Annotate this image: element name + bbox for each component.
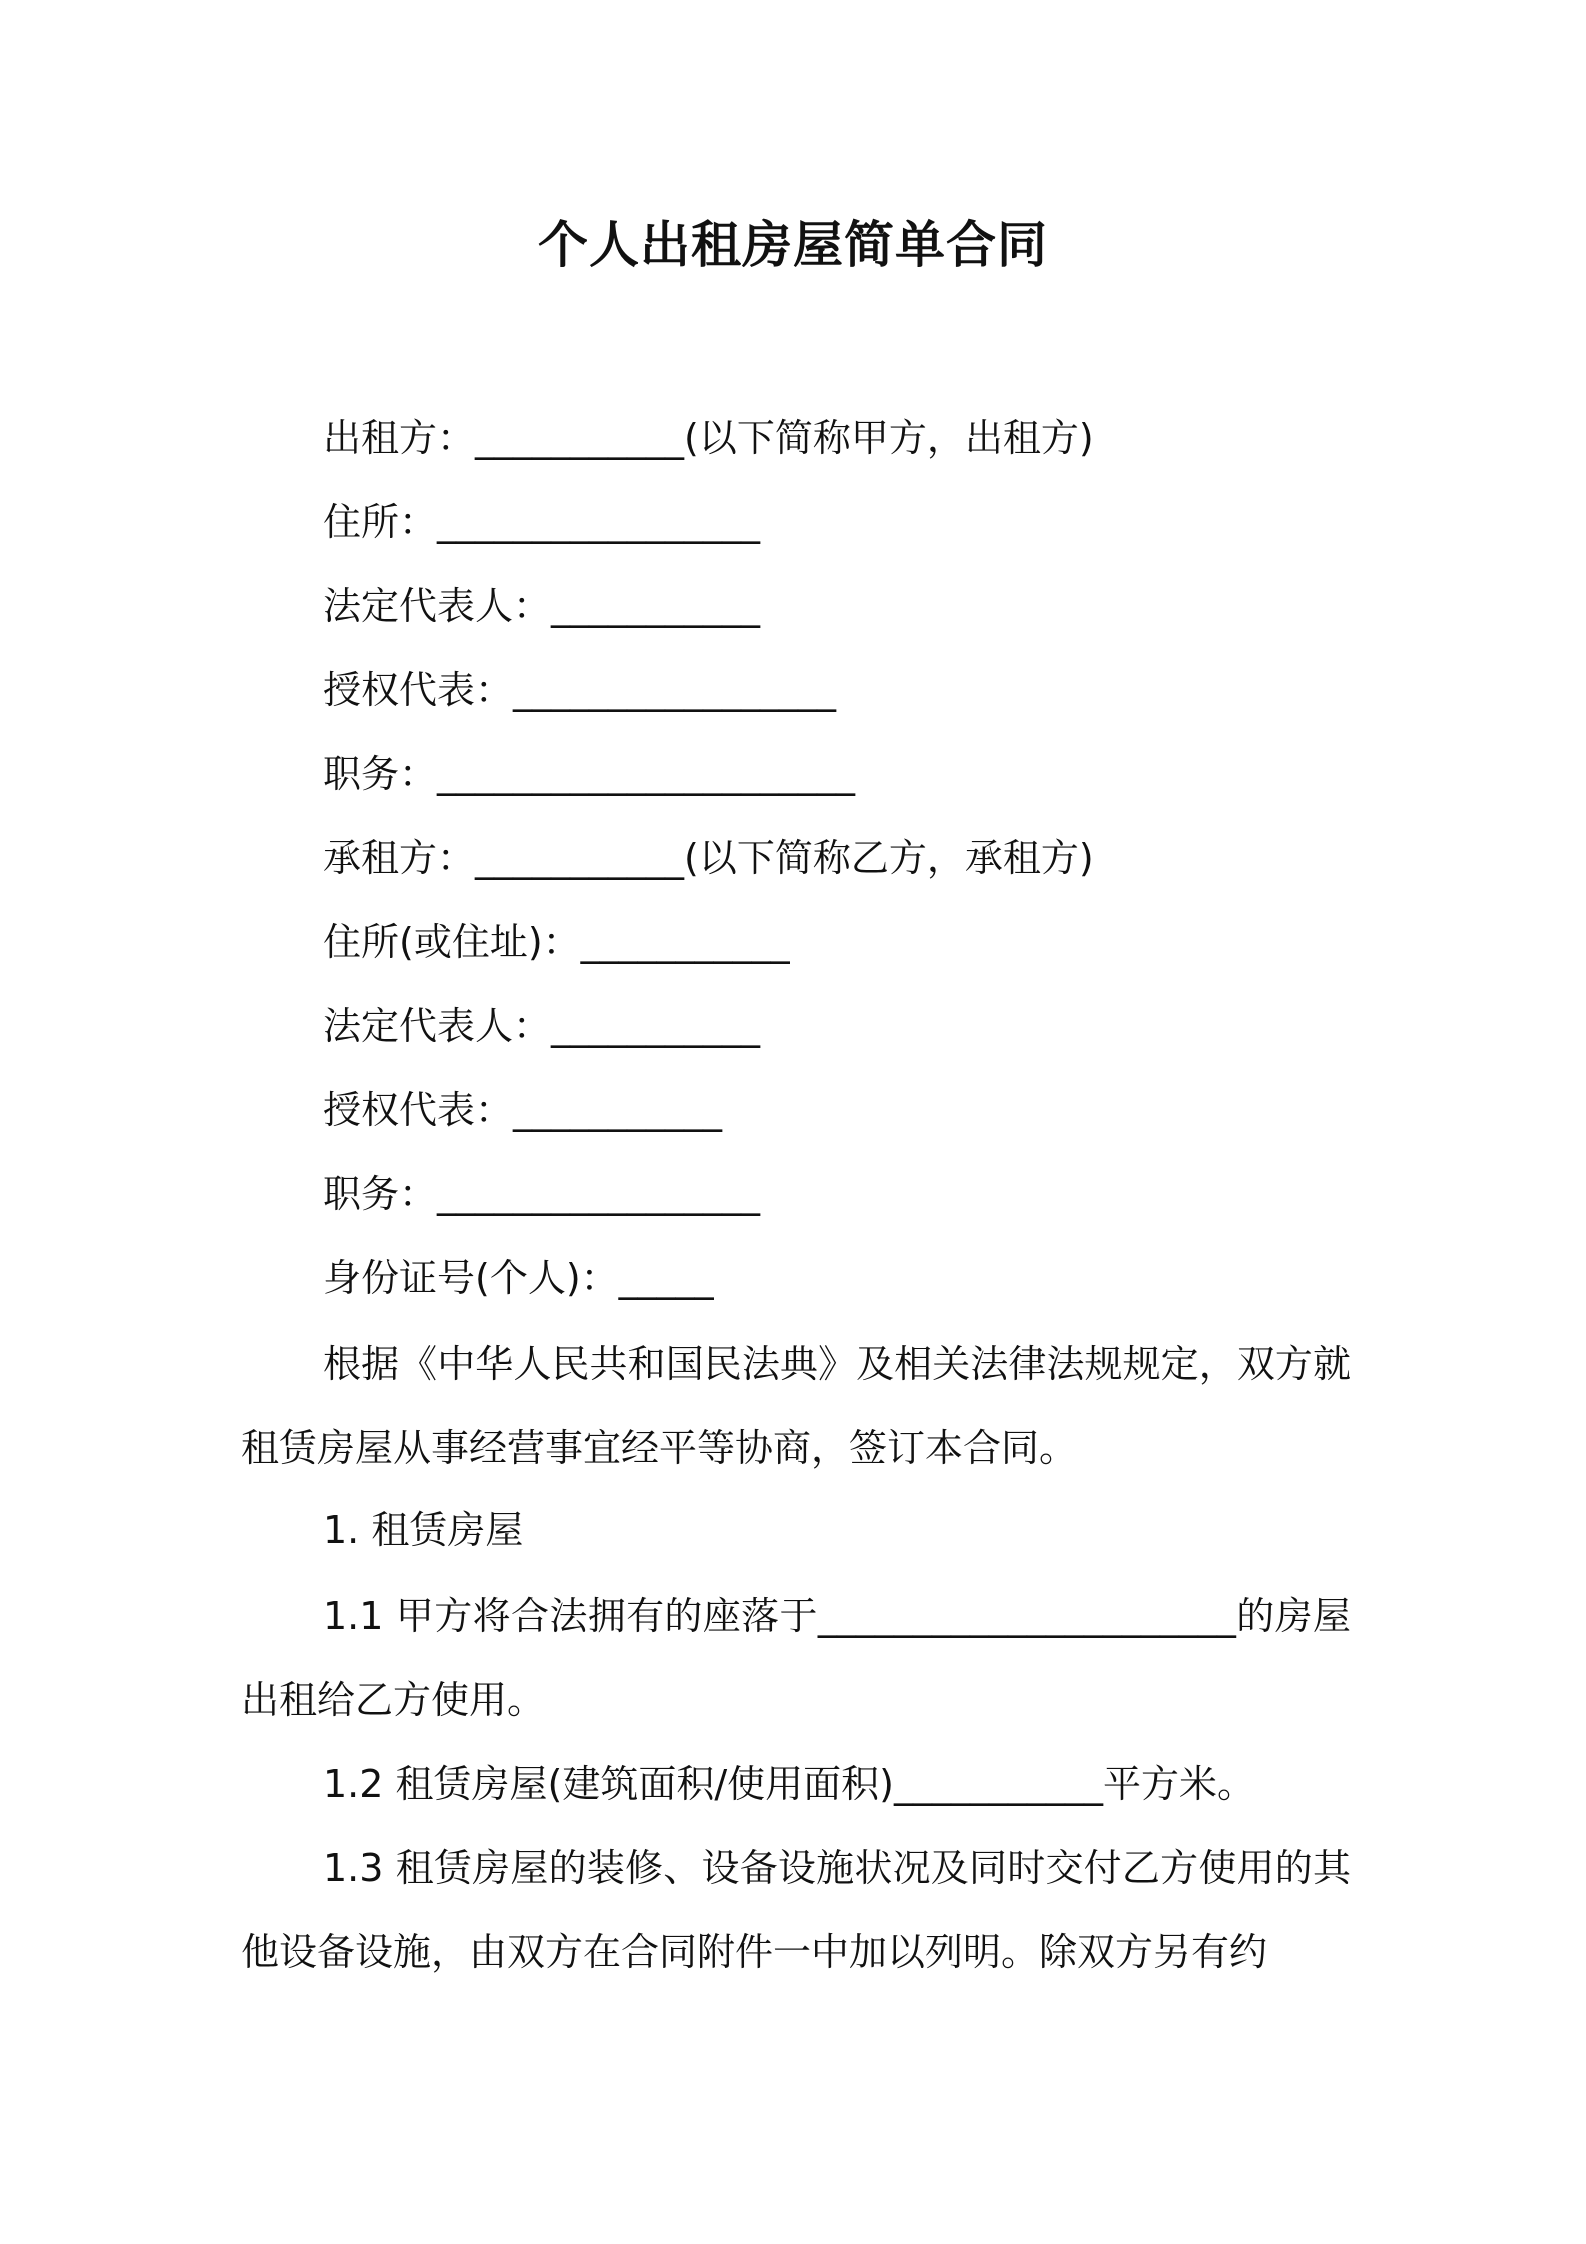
lessee-authorized-rep-field: 授权代表：___________: [323, 1088, 723, 1132]
clause-1-3: 1.3 租赁房屋的装修、设备设施状况及同时交付乙方使用的其他设备设施，由双方在合同附件一中加以列明。除双方另有约: [241, 1846, 1351, 1974]
lessee-id-number-field: 身份证号(个人)：_____: [323, 1256, 714, 1300]
lessee-field: 承租方：___________(以下简称乙方，承租方): [323, 836, 1094, 880]
lessor-authorized-rep-field: 授权代表：_________________: [323, 668, 837, 712]
lessor-field: 出租方：___________(以下简称甲方，出租方): [323, 416, 1094, 460]
document-title: 个人出租房屋简单合同: [538, 216, 1048, 274]
preamble-paragraph: 根据《中华人民共和国民法典》及相关法律法规规定，双方就租赁房屋从事经营事宜经平等协商，签订本合同。: [241, 1342, 1351, 1470]
lessee-address-field: 住所(或住址)：___________: [323, 920, 790, 964]
lessor-legal-rep-field: 法定代表人：___________: [323, 584, 761, 628]
lessee-legal-rep-field: 法定代表人：___________: [323, 1004, 761, 1048]
lessee-position-field: 职务：_________________: [323, 1172, 761, 1216]
section-1-heading: 1. 租赁房屋: [323, 1508, 524, 1552]
clause-1-2: 1.2 租赁房屋(建筑面积/使用面积)___________平方米。: [323, 1762, 1255, 1806]
lessor-address-field: 住所：_________________: [323, 500, 761, 544]
clause-1-1: 1.1 甲方将合法拥有的座落于______________________的房屋出租给乙方使用。: [241, 1594, 1351, 1722]
lessor-position-field: 职务：______________________: [323, 752, 856, 796]
